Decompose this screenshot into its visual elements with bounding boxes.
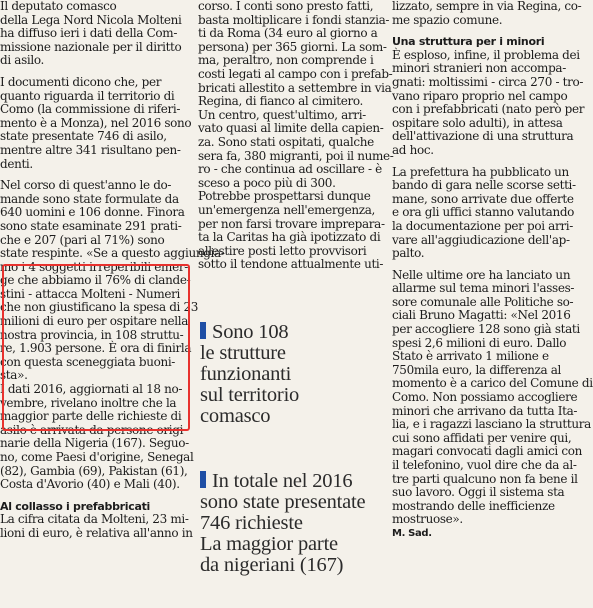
- text-line: Costa d'Avorio (40) e Mali (40).: [0, 477, 180, 492]
- text-line: corso. I conti sono presto fatti,: [198, 0, 374, 13]
- text-line: re, 1.903 persone. È ora di finirla: [0, 341, 192, 356]
- pull-quote-line: 746 richieste: [200, 512, 303, 534]
- section-subheading: Al collasso i prefabbricati: [0, 499, 151, 513]
- text-line: mentre altre 341 risultano pen-: [0, 142, 181, 157]
- text-line: un'emergenza nell'emergenza,: [198, 202, 376, 217]
- text-line: con questa sceneggiata buoni-: [0, 354, 176, 369]
- paragraph-gap: [0, 492, 190, 500]
- text-line: Como (la commissione di riferi-: [0, 102, 181, 117]
- text-line: sotto il tendone attualmente uti-: [198, 257, 384, 272]
- text-line: za. Sono stati ospitati, qualche: [198, 134, 374, 149]
- text-line: bricati allestito a settembre in via: [198, 80, 392, 95]
- text-line: La cifra citata da Molteni, 23 mi-: [0, 512, 189, 527]
- text-line: narie della Nigeria (167). Seguo-: [0, 436, 189, 451]
- author-signature: M. Sad.: [392, 527, 432, 539]
- pull-quote-structures: [200, 322, 299, 427]
- pull-quote-line: In totale nel 2016: [200, 471, 365, 492]
- text-line: minori stranieri non accompa-: [392, 61, 566, 76]
- text-line: ha diffuso ieri i dati della Com-: [0, 26, 178, 41]
- blue-marker-icon: [200, 471, 206, 488]
- text-line: e ora gli uffici stanno valutando: [392, 205, 575, 220]
- text-line: allarme sul tema minori l'asses-: [392, 281, 575, 296]
- blue-marker-icon: [200, 322, 206, 339]
- text-line: di asilo.: [0, 53, 45, 68]
- text-line: ma, peraltro, non comprende i: [198, 53, 374, 68]
- text-line: mande sono state formulate da: [0, 191, 179, 206]
- text-line: mostruose».: [392, 512, 463, 527]
- text-line: mo i 4 soggetti irreperibili emer-: [0, 259, 188, 274]
- text-line: denti.: [0, 156, 33, 171]
- text-line: allestire posti letto provvisori: [198, 243, 367, 258]
- text-line: suo lavoro. Oggi il sistema sta: [392, 485, 565, 500]
- text-line: stini - attacca Molteni - Numeri: [0, 286, 181, 301]
- pull-quote-line: comasco: [200, 405, 271, 427]
- text-line: ad hoc.: [392, 142, 434, 157]
- text-line: costi legati al campo con i prefab-: [198, 66, 393, 81]
- text-line: ciali Bruno Magatti: «Nel 2016: [392, 308, 571, 323]
- text-line: quanto riguarda il territorio di: [0, 88, 175, 103]
- text-line: ro - che continua ad oscillare - è: [198, 162, 382, 177]
- text-line: Stato è arrivato 1 milione e: [392, 349, 549, 364]
- text-line: palto.: [392, 246, 425, 261]
- text-line: Potrebbe prospettarsi dunque: [198, 189, 371, 204]
- text-line: la documentazione per poi arri-: [392, 218, 573, 233]
- paragraph-gap: [392, 27, 580, 35]
- red-highlight-box: [0, 264, 199, 431]
- text-line: (82), Gambia (69), Pakistan (61),: [0, 463, 188, 478]
- text-line: me spazio comune.: [392, 12, 503, 27]
- text-line: Como. Non possiamo accogliere: [392, 390, 578, 405]
- text-line: milioni di euro per ospitare nella: [0, 314, 189, 329]
- text-line: per accogliere 128 sono già stati: [392, 322, 580, 337]
- section-subheading: Una struttura per i minori: [392, 35, 545, 49]
- pull-quote-line: le strutture: [200, 342, 286, 364]
- text-line: bando di gara nelle scorse setti-: [392, 178, 576, 193]
- article-column-3: [392, 0, 593, 541]
- text-line: momento è a carico del Comune di: [392, 376, 593, 391]
- text-line: ti da Roma (34 euro al giorno a: [198, 26, 378, 41]
- text-line: con i prefabbricati (nato però per: [392, 102, 585, 117]
- text-line: gnati: moltissimi - circa 270 - tro-: [392, 74, 584, 89]
- text-line: Un centro, quest'ultimo, arri-: [198, 107, 366, 122]
- text-line: La prefettura ha pubblicato un: [392, 164, 569, 179]
- text-line: I documenti dicono che, per: [0, 74, 162, 89]
- text-line: persona) per 365 giorni. La som-: [198, 39, 387, 54]
- text-line: vano riparo proprio nel campo: [392, 88, 568, 103]
- pull-quote-line: sul territorio: [200, 384, 300, 406]
- pull-quote-requests: [200, 471, 365, 576]
- text-line: È esploso, infine, il problema dei: [392, 47, 580, 62]
- pull-quote-line: Sono 108: [200, 322, 299, 343]
- text-line: asilo è arrivata da persone origi-: [0, 422, 187, 437]
- text-line: ge che abbiamo il 76% di clande-: [0, 273, 191, 288]
- text-line: mane, sono arrivate due offerte: [392, 191, 574, 206]
- text-line: lizzato, sempre in via Regina, co-: [392, 0, 582, 13]
- text-line: Nelle ultime ore ha lanciato un: [392, 267, 571, 282]
- pull-quote-line: funzionanti: [200, 363, 292, 385]
- text-line: state respinte. «Se a questo aggiungia-: [0, 246, 225, 261]
- text-line: no, come Paesi d'origine, Senegal: [0, 450, 194, 464]
- text-line: lia, e i ragazzi lasciano la struttura: [392, 417, 591, 432]
- pull-quote-line: sono state presentate: [200, 491, 366, 513]
- text-line: spesi 2,6 milioni di euro. Dallo: [392, 335, 567, 350]
- text-line: minori che arrivano da tutta Ita-: [392, 403, 578, 418]
- text-line: ospitare solo adulti), in attesa: [392, 115, 563, 130]
- text-line: cui sono affidati per venire qui,: [392, 430, 572, 445]
- text-line: della Lega Nord Nicola Molteni: [0, 12, 182, 27]
- text-line: che non giustificano la spesa di 23: [0, 300, 199, 315]
- text-line: 640 uomini e 106 donne. Finora: [0, 205, 185, 220]
- article-column-2: [198, 0, 394, 272]
- pull-quote-line: da nigeriani (167): [200, 554, 344, 576]
- text-line: I dati 2016, aggiornati al 18 no-: [0, 382, 183, 397]
- text-line: per non farsi trovare imprepara-: [198, 216, 385, 231]
- text-line: sera fa, 380 migranti, poi il nume-: [198, 148, 394, 163]
- text-line: lioni di euro, è relativa all'anno in: [0, 525, 193, 540]
- text-line: Il deputato comasco: [0, 0, 117, 13]
- text-line: missione nazionale per il diritto: [0, 39, 182, 54]
- text-line: vato quasi al limite della capien-: [198, 121, 384, 136]
- text-line: il telefonino, vuol dire che da al-: [392, 458, 577, 472]
- text-line: sta».: [0, 368, 28, 383]
- text-line: mento è a Monza), nel 2016 sono: [0, 115, 192, 130]
- text-line: sceso a poco più di 300.: [198, 175, 336, 190]
- text-line: state presentate 746 di asilo,: [0, 129, 167, 144]
- text-line: 750mila euro, la differenza al: [392, 362, 562, 377]
- text-line: basta moltiplicare i fondi stanzia-: [198, 12, 390, 27]
- text-line: magari convocati dagli amici con: [392, 444, 583, 459]
- text-line: Regina, di fianco al cimitero.: [198, 94, 363, 109]
- text-line: tre parti qualcuno non fa bene il: [392, 471, 578, 486]
- text-line: sono state esaminate 291 prati-: [0, 218, 182, 233]
- text-line: maggior parte delle richieste di: [0, 409, 182, 424]
- text-line: dell'attivazione di una struttura: [392, 129, 574, 144]
- text-line: Nel corso di quest'anno le do-: [0, 178, 172, 193]
- text-line: che e 207 (pari al 71%) sono: [0, 232, 165, 247]
- text-line: sore comunale alle Politiche so-: [392, 294, 574, 309]
- text-line: ta la Caritas ha già ipotizzato di: [198, 230, 381, 245]
- text-line: nostra provincia, in 108 struttu-: [0, 327, 184, 342]
- pull-quote-line: La maggior parte: [200, 533, 338, 555]
- text-line: vare all'aggiudicazione dell'ap-: [392, 232, 570, 247]
- text-line: mostrando delle inefficienze: [392, 498, 555, 513]
- text-line: vembre, rivelano inoltre che la: [0, 395, 177, 410]
